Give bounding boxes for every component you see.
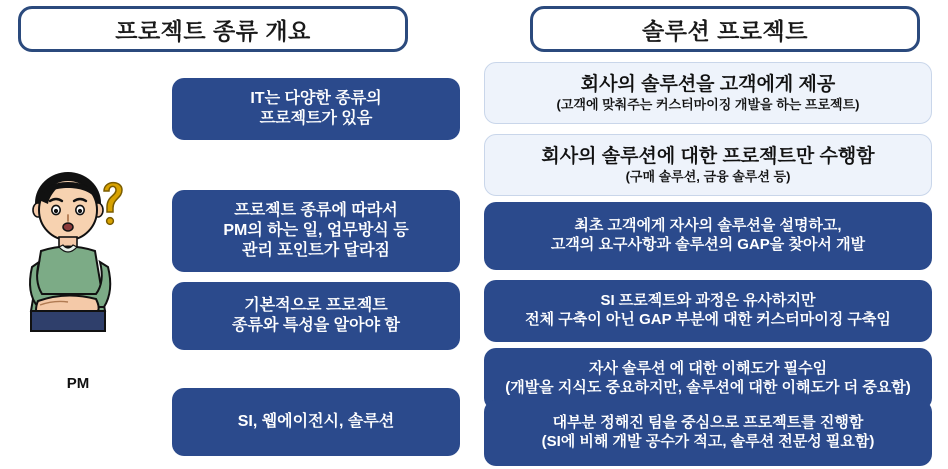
- right-item-1-line2: (구매 솔루션, 금융 솔루션 등): [625, 168, 791, 184]
- pm-character-illustration: [8, 155, 148, 370]
- left-item-2-line1: 기본적으로 프로젝트: [244, 297, 388, 314]
- right-item-5-line1: 대부분 정해진 팀을 중심으로 프로젝트를 진행함: [552, 414, 864, 432]
- left-section-title-text: 프로젝트 종류 개요: [115, 17, 311, 44]
- right-item-0: [484, 62, 932, 124]
- right-item-0-line1: 회사의 솔루션을 고객에게 제공: [580, 74, 836, 95]
- left-item-1-line1: 프로젝트 종류에 따라서: [234, 202, 398, 219]
- left-item-2: [172, 282, 460, 350]
- left-item-1: [172, 190, 460, 272]
- left-section-title: [18, 6, 408, 52]
- right-item-3: [484, 280, 932, 342]
- right-item-3-line2: 전체 구축이 아닌 GAP 부분에 대한 커스터마이징 구축임: [525, 311, 891, 328]
- right-item-5: [484, 400, 932, 466]
- right-item-4-line2: (개발을 지식도 중요하지만, 솔루션에 대한 이해도가 더 중요함): [505, 379, 911, 396]
- left-item-1-line2: PM의 하는 일, 업무방식 등: [223, 222, 409, 239]
- left-item-0: [172, 78, 460, 140]
- left-item-0-line1: IT는 다양한 종류의: [250, 90, 382, 107]
- right-item-4-line1: 자사 솔루션 에 대한 이해도가 필수임: [588, 360, 828, 378]
- left-item-2-line2: 종류와 특성을 알아야 함: [232, 317, 400, 334]
- right-item-5-line2: (SI에 비해 개발 공수가 적고, 솔루션 전문성 필요함): [541, 433, 875, 450]
- right-item-2-line2: 고객의 요구사항과 솔루션의 GAP을 찾아서 개발: [550, 236, 866, 253]
- pm-label: PM: [66, 375, 90, 392]
- right-section-title-text: 솔루션 프로젝트: [642, 17, 808, 44]
- right-item-0-line2: (고객에 맞춰주는 커스터마이징 개발을 하는 프로젝트): [556, 96, 860, 112]
- left-item-1-line3: 관리 포인트가 달라짐: [242, 242, 390, 259]
- person-thinking-icon: [8, 155, 148, 370]
- left-item-3-line1: SI, 웹에이전시, 솔루션: [237, 413, 395, 430]
- right-item-1-line1: 회사의 솔루션에 대한 프로젝트만 수행함: [541, 146, 875, 167]
- left-item-3: [172, 388, 460, 456]
- right-item-2-line1: 최초 고객에게 자사의 솔루션을 설명하고,: [574, 217, 842, 235]
- left-item-0-line2: 프로젝트가 있음: [259, 110, 373, 127]
- right-item-3-line1: SI 프로젝트와 과정은 유사하지만: [600, 292, 816, 310]
- right-item-2: [484, 202, 932, 270]
- right-section-title: [530, 6, 920, 52]
- right-item-1: [484, 134, 932, 196]
